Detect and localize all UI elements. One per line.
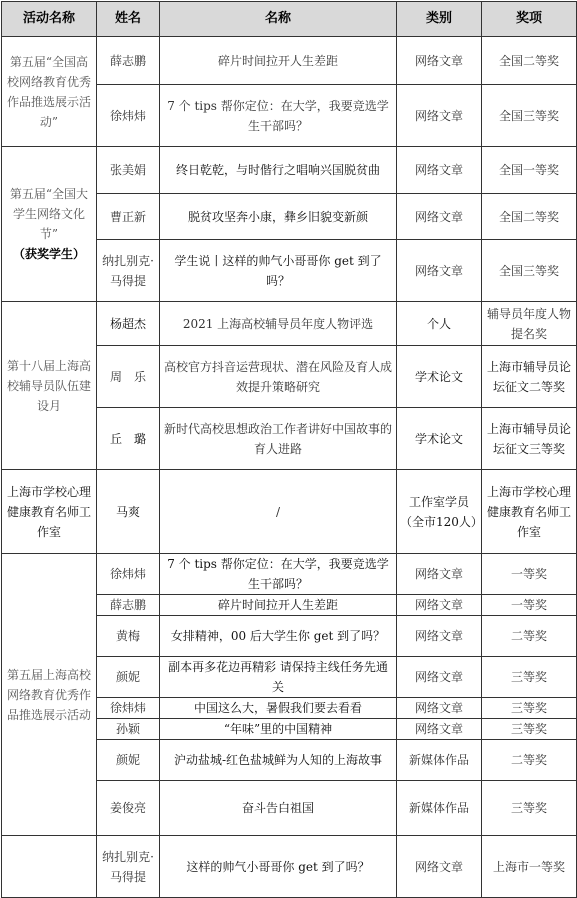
award-cell: 上海市学校心理健康教育名师工作室 (482, 470, 577, 554)
title-cell: 碎片时间拉开人生差距 (160, 595, 397, 616)
activity-cell (2, 836, 97, 898)
award-cell: 一等奖 (482, 554, 577, 595)
table-row (2, 554, 577, 595)
title-cell: 2021 上海高校辅导员年度人物评选 (160, 302, 397, 346)
title-cell: 碎片时间拉开人生差距 (160, 37, 397, 85)
category-cell: 网络文章 (397, 698, 482, 719)
award-cell: 辅导员年度人物提名奖 (482, 302, 577, 346)
category-cell: 个人 (397, 302, 482, 346)
award-cell: 三等奖 (482, 698, 577, 719)
title-cell: 副本再多花边再精彩 请保持主线任务先通关 (160, 657, 397, 698)
name-cell: 姜俊亮 (97, 781, 160, 836)
table-row (2, 836, 577, 898)
title-cell: 中国这么大，暑假我们要去看看 (160, 698, 397, 719)
name-cell: 孙颖 (97, 719, 160, 740)
name-cell: 曹正新 (97, 194, 160, 240)
title-cell: “年味”里的中国精神 (160, 719, 397, 740)
name-cell: 周 乐 (97, 346, 160, 408)
name-cell: 丘 璐 (97, 408, 160, 470)
name-cell: 杨超杰 (97, 302, 160, 346)
award-cell: 三等奖 (482, 781, 577, 836)
title-cell: 这样的帅气小哥哥你 get 到了吗？ (160, 836, 397, 898)
category-cell: 网络文章 (397, 719, 482, 740)
activity-cell: 第五届“全国高校网络教育优秀作品推选展示活动” (2, 37, 97, 147)
category-cell: 网络文章 (397, 657, 482, 698)
activity-cell: 第五届上海高校网络教育优秀作品推选展示活动 (2, 554, 97, 836)
title-cell: 沪动盐城-红色盐城鲜为人知的上海故事 (160, 740, 397, 781)
category-cell: 网络文章 (397, 194, 482, 240)
title-cell: 7 个 tips 帮你定位：在大学，我要竞选学生干部吗？ (160, 554, 397, 595)
award-cell: 二等奖 (482, 616, 577, 657)
name-cell: 纳扎别克·马得提 (97, 836, 160, 898)
award-cell: 全国一等奖 (482, 147, 577, 194)
activity-cell: 第十八届上海高校辅导员队伍建设月 (2, 302, 97, 470)
category-cell: 新媒体作品 (397, 781, 482, 836)
header-name: 姓名 (97, 2, 160, 37)
award-cell: 上海市辅导员论坛征文三等奖 (482, 408, 577, 470)
category-cell: 新媒体作品 (397, 740, 482, 781)
activity-text: 第五届“全国大学生网络文化节” (9, 187, 89, 241)
award-cell: 上海市一等奖 (482, 836, 577, 898)
name-cell: 徐炜炜 (97, 85, 160, 147)
category-cell: 网络文章 (397, 147, 482, 194)
title-cell: 奋斗告白祖国 (160, 781, 397, 836)
table-row (2, 470, 577, 554)
category-cell: 网络文章 (397, 616, 482, 657)
title-cell: 高校官方抖音运营现状、潜在风险及育人成效提升策略研究 (160, 346, 397, 408)
header-activity: 活动名称 (2, 2, 97, 37)
category-cell: 网络文章 (397, 85, 482, 147)
award-cell: 上海市辅导员论坛征文二等奖 (482, 346, 577, 408)
category-cell: 网络文章 (397, 595, 482, 616)
name-cell: 颜妮 (97, 657, 160, 698)
award-cell: 三等奖 (482, 719, 577, 740)
award-cell: 一等奖 (482, 595, 577, 616)
header-award: 奖项 (482, 2, 577, 37)
award-cell: 全国三等奖 (482, 85, 577, 147)
header-category: 类别 (397, 2, 482, 37)
header-row (2, 2, 577, 37)
activity-cell (2, 147, 97, 302)
title-cell: 学生说丨这样的帅气小哥哥你 get 到了吗？ (160, 240, 397, 302)
title-cell: 新时代高校思想政治工作者讲好中国故事的育人进路 (160, 408, 397, 470)
award-cell: 三等奖 (482, 657, 577, 698)
category-cell: 学术论文 (397, 408, 482, 470)
title-cell: 脱贫攻坚奔小康，彝乡旧貌变新颜 (160, 194, 397, 240)
category-cell: 学术论文 (397, 346, 482, 408)
category-cell: 网络文章 (397, 240, 482, 302)
title-cell: / (160, 470, 397, 554)
award-cell: 全国二等奖 (482, 37, 577, 85)
title-cell: 终日乾乾，与时偕行之唱响兴国脱贫曲 (160, 147, 397, 194)
name-cell: 徐炜炜 (97, 554, 160, 595)
activity-note: （获奖学生） (12, 247, 85, 261)
activity-cell: 上海市学校心理健康教育名师工作室 (2, 470, 97, 554)
title-cell: 女排精神，00 后大学生你 get 到了吗？ (160, 616, 397, 657)
award-cell: 全国二等奖 (482, 194, 577, 240)
category-cell: 网络文章 (397, 836, 482, 898)
name-cell: 薛志鹏 (97, 37, 160, 85)
title-cell: 7 个 tips 帮你定位：在大学，我要竞选学生干部吗？ (160, 85, 397, 147)
table-row (2, 302, 577, 346)
name-cell: 黄梅 (97, 616, 160, 657)
name-cell: 张美娟 (97, 147, 160, 194)
table-row (2, 37, 577, 85)
award-cell: 二等奖 (482, 740, 577, 781)
category-cell: 网络文章 (397, 37, 482, 85)
name-cell: 马爽 (97, 470, 160, 554)
name-cell: 纳扎别克·马得提 (97, 240, 160, 302)
category-cell: 网络文章 (397, 554, 482, 595)
table-row (2, 147, 577, 194)
award-cell: 全国三等奖 (482, 240, 577, 302)
name-cell: 徐炜炜 (97, 698, 160, 719)
header-title: 名称 (160, 2, 397, 37)
name-cell: 颜妮 (97, 740, 160, 781)
category-cell: 工作室学员（全市120人） (397, 470, 482, 554)
name-cell: 薛志鹏 (97, 595, 160, 616)
awards-table (1, 1, 577, 898)
